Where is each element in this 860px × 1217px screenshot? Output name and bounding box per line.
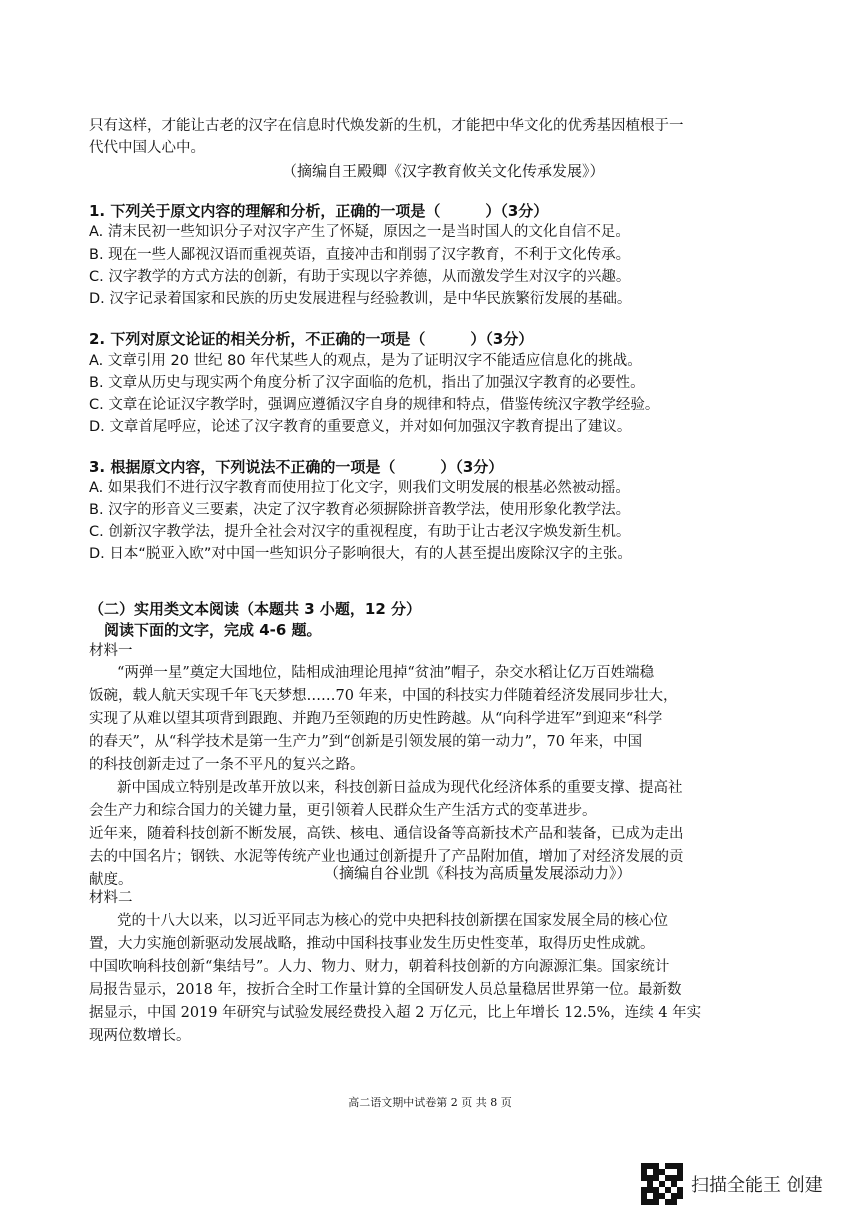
material-1-line: 献度。: [89, 872, 133, 888]
question-3-stem: 3. 根据原文内容，下列说法不正确的一项是（ ）（3分）: [89, 458, 504, 476]
material-2-line: 据显示，中国 2019 年研究与试验发展经费投入超 2 万亿元，比上年增长 12.5%，连续 4 年实: [89, 1005, 702, 1021]
source-citation-1: （摘编自王殿卿《汉字教育攸关文化传承发展》）: [282, 162, 605, 180]
q1-option-c: C. 汉字教学的方式方法的创新，有助于实现以字养德，从而激发学生对汉字的兴趣。: [89, 269, 631, 285]
material-1-label: 材料一: [89, 643, 133, 659]
q3-option-a: A. 如果我们不进行汉字教育而使用拉丁化文字，则我们文明发展的根基必然被动摇。: [89, 480, 630, 496]
section-2-heading: （二）实用类文本阅读（本题共 3 小题，12 分）: [89, 600, 421, 618]
q3-option-b: B. 汉字的形音义三要素，决定了汉字教育必须摒除拼音教学法，使用形象化教学法。: [89, 502, 631, 518]
intro-line-2: 代代中国人心中。: [89, 140, 205, 156]
question-1-stem: 1. 下列关于原文内容的理解和分析，正确的一项是（ ）（3分）: [89, 202, 549, 220]
material-1-line: 的春天”，从“科学技术是第一生产力”到“创新是引领发展的第一动力”，70 年来，中国: [89, 734, 643, 750]
material-1-line: 会生产力和综合国力的关键力量，更引领着人民群众生产生活方式的变革进步。: [89, 803, 597, 819]
page-footer: 高二语文期中试卷第 2 页 共 8 页: [348, 1096, 512, 1109]
q1-option-b: B. 现在一些人鄙视汉语而重视英语，直接冲击和削弱了汉字教育，不利于文化传承。: [89, 247, 631, 263]
q1-option-a: A. 清末民初一些知识分子对汉字产生了怀疑，原因之一是当时国人的文化自信不足。: [89, 224, 630, 240]
material-1-line: 饭碗，载人航天实现千年飞天梦想……70 年来，中国的科技实力伴随着经济发展同步壮大，: [89, 688, 678, 704]
section-2-instruction: 阅读下面的文字，完成 4-6 题。: [104, 621, 322, 639]
material-2-line: 中国吹响科技创新“集结号”。人力、物力、财力，朝着科技创新的方向源源汇集。国家统计: [89, 959, 670, 975]
material-1-line: “两弹一星”奠定大国地位，陆相成油理论甩掉“贫油”帽子，杂交水稻让亿万百姓端稳: [117, 665, 655, 681]
material-2-line: 现两位数增长。: [89, 1028, 191, 1044]
scanner-watermark: [641, 1163, 823, 1205]
source-citation-2: （摘编自谷业凯《科技为高质量发展添动力》）: [324, 864, 632, 882]
material-1-line: 实现了从难以望其项背到跟跑、并跑乃至领跑的历史性跨越。从“向科学进军”到迎来“科学: [89, 711, 663, 727]
question-2-stem: 2. 下列对原文论证的相关分析，不正确的一项是（ ）（3分）: [89, 330, 534, 348]
material-1-line: 去的中国名片；钢铁、水泥等传统产业也通过创新提升了产品附加值，增加了对经济发展的贡: [89, 849, 684, 865]
material-2-line: 局报告显示，2018 年，按折合全时工作量计算的全国研发人员总量稳居世界第一位。最新数: [89, 982, 682, 998]
material-2-label: 材料二: [89, 890, 133, 906]
material-1-line: 新中国成立特别是改革开放以来，科技创新日益成为现代化经济体系的重要支撑、提高社: [117, 780, 683, 796]
q2-option-c: C. 文章在论证汉字教学时，强调应遵循汉字自身的规律和特点，借鉴传统汉字教学经验。: [89, 397, 660, 413]
q2-option-b: B. 文章从历史与现实两个角度分析了汉字面临的危机，指出了加强汉字教育的必要性。: [89, 375, 645, 391]
q2-option-d: D. 文章首尾呼应，论述了汉字教育的重要意义，并对如何加强汉字教育提出了建议。: [89, 419, 632, 435]
material-1-line: 的科技创新走过了一条不平凡的复兴之路。: [89, 757, 365, 773]
watermark-text: 扫描全能王 创建: [691, 1175, 823, 1196]
material-2-line: 党的十八大以来，以习近平同志为核心的党中央把科技创新摆在国家发展全局的核心位: [117, 913, 668, 929]
intro-line-1: 只有这样，才能让古老的汉字在信息时代焕发新的生机，才能把中华文化的优秀基因植根于一: [89, 118, 684, 134]
qr-code-icon: [641, 1163, 683, 1205]
material-1-line: 近年来，随着科技创新不断发展，高铁、核电、通信设备等高新技术产品和装备，已成为走出: [89, 826, 684, 842]
q3-option-c: C. 创新汉字教学法，提升全社会对汉字的重视程度，有助于让古老汉字焕发新生机。: [89, 524, 631, 540]
q2-option-a: A. 文章引用 20 世纪 80 年代某些人的观点，是为了证明汉字不能适应信息化的挑战。: [89, 353, 642, 369]
q3-option-d: D. 日本“脱亚入欧”对中国一些知识分子影响很大，有的人甚至提出废除汉字的主张。: [89, 546, 632, 562]
material-2-line: 置，大力实施创新驱动发展战略，推动中国科技事业发生历史性变革，取得历史性成就。: [89, 936, 655, 952]
q1-option-d: D. 汉字记录着国家和民族的历史发展进程与经验教训，是中华民族繁衍发展的基础。: [89, 291, 632, 307]
